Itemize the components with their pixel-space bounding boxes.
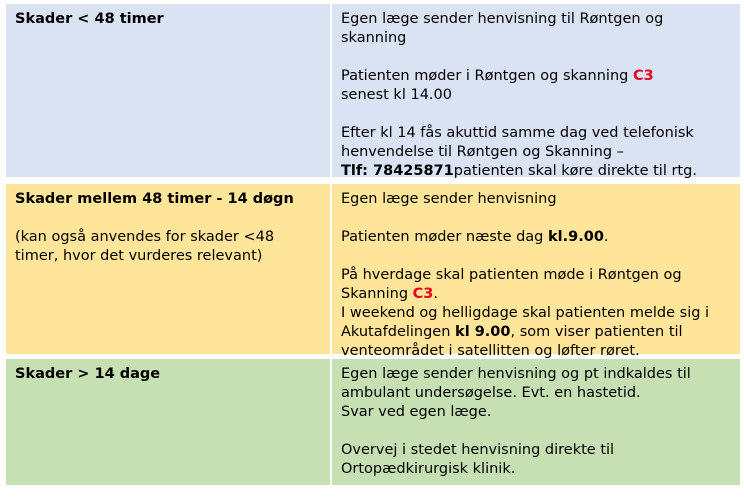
row-injuries-48h-14d xyxy=(6,184,740,359)
instruction-text: . xyxy=(603,229,609,245)
instruction-text: Efter kl 14 fås akuttid samme dag ved telefonisk henvendelse til Røntgen og Skanning – xyxy=(341,125,694,160)
row-heading-cell xyxy=(6,184,332,354)
instruction-text: . xyxy=(433,286,438,302)
instruction-text: Egen læge sender henvisning og pt indkaldes til ambulant undersøgelse. Evt. en hastetid. xyxy=(341,366,691,401)
time-bold: kl 9.00 xyxy=(455,324,511,340)
row-injuries-over-14d xyxy=(6,359,740,485)
row-instructions-cell xyxy=(332,4,740,177)
instruction-text: senest kl 14.00 xyxy=(341,87,452,103)
referral-table xyxy=(6,4,740,485)
instruction-text: Svar ved egen læge. xyxy=(341,404,492,420)
row-heading-cell xyxy=(6,359,332,485)
instruction-text: I weekend og helligdage skal patienten melde sig i Akutafdelingen xyxy=(341,305,710,340)
location-code: C3 xyxy=(632,68,654,84)
instruction-paragraph: Overvej i stedet henvisning direkte til Ortopædkirurgisk klinik. xyxy=(341,442,615,477)
instruction-text: Patienten møder næste dag xyxy=(341,229,549,245)
row-note: (kan også anvendes for skader <48 timer, hvor det vurderes relevant) xyxy=(15,229,275,264)
row-instructions-cell xyxy=(332,359,740,485)
row-heading: Skader < 48 timer xyxy=(15,11,164,27)
instruction-paragraph xyxy=(341,124,731,181)
instruction-paragraph xyxy=(341,266,731,361)
row-heading: Skader mellem 48 timer - 14 døgn xyxy=(15,191,294,207)
instruction-text: , som viser patienten til venteområdet i satellitten og løfter røret. xyxy=(341,324,683,359)
location-code: C3 xyxy=(412,286,434,302)
instruction-paragraph xyxy=(341,67,731,105)
instruction-text: Patienten møder i Røntgen og skanning xyxy=(341,68,633,84)
row-instructions-cell xyxy=(332,184,740,359)
instruction-text: patienten skal køre direkte til rtg. xyxy=(453,163,697,179)
instruction-paragraph xyxy=(341,365,731,422)
instruction-paragraph: Egen læge sender henvisning xyxy=(341,191,557,207)
phone-number: Tlf: 78425871 xyxy=(341,163,454,179)
instruction-paragraph xyxy=(341,228,731,247)
row-heading-cell xyxy=(6,4,332,177)
instruction-text: På hverdage skal patienten møde i Røntgen og Skanning xyxy=(341,267,682,302)
row-injuries-under-48h xyxy=(6,4,740,184)
instruction-paragraph: Egen læge sender henvisning til Røntgen og skanning xyxy=(341,11,664,46)
row-heading: Skader > 14 dage xyxy=(15,366,161,382)
time-bold: kl.9.00 xyxy=(548,229,604,245)
